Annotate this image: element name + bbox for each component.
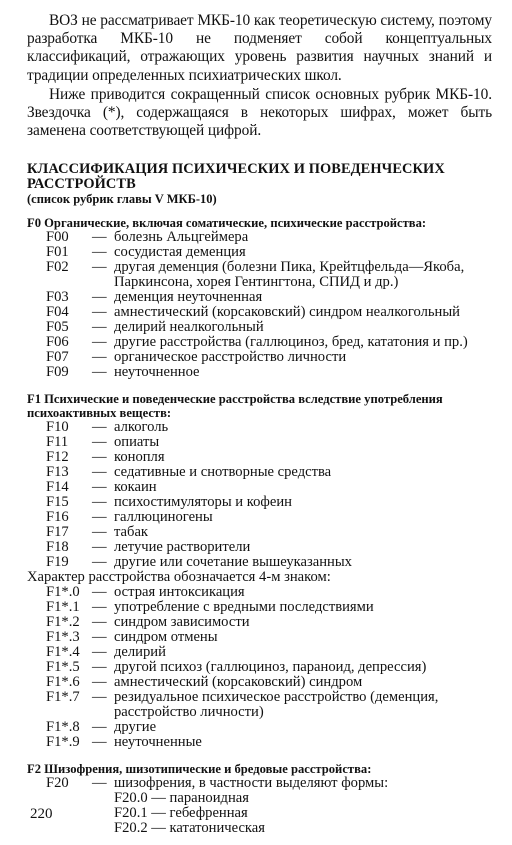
list-item (27, 245, 492, 260)
item-code: F09 (46, 364, 69, 381)
list-item (27, 230, 492, 245)
list-item (27, 735, 492, 750)
item-text: синдром отмены (114, 629, 218, 646)
list-item (27, 776, 492, 791)
list-item (27, 525, 492, 540)
item-code: F01 (46, 244, 69, 261)
item-code: F1*.4 (46, 644, 80, 661)
item-code: F17 (46, 524, 69, 541)
item-dash: — (92, 464, 107, 481)
item-code: F20 (46, 775, 69, 792)
item-text: органическое расстройство личности (114, 349, 347, 366)
item-text: амнестический (корсаковский) синдром неалкогольный (114, 304, 460, 321)
list-item (27, 645, 492, 660)
item-code: F10 (46, 419, 69, 436)
item-code: F13 (46, 464, 69, 481)
item-text: другой психоз (галлюциноз, параноид, депрессия) (114, 659, 427, 676)
item-dash: — (92, 674, 107, 691)
item-dash: — (92, 449, 107, 466)
item-dash: — (92, 775, 107, 792)
list-item (27, 305, 492, 320)
list-item (27, 435, 492, 450)
item-code: F1*.9 (46, 734, 80, 751)
item-dash: — (92, 524, 107, 541)
item-dash: — (92, 509, 107, 526)
item-text: летучие растворители (114, 539, 251, 556)
item-dash: — (92, 584, 107, 601)
section-list-f1-character (27, 585, 492, 750)
sub-list-item: F20.2 — кататоническая (114, 820, 265, 837)
item-code: F03 (46, 289, 69, 306)
list-item (27, 350, 492, 365)
item-text: другая деменция (болезни Пика, Крейтцфельда—Якоба, Паркинсона, хорея Гентингтона, СПИД и др.) (114, 259, 465, 291)
classification-subheading: (список рубрик главы V МКБ-10) (27, 192, 217, 207)
item-text: кокаин (114, 479, 157, 496)
classification-heading: КЛАССИФИКАЦИЯ ПСИХИЧЕСКИХ И ПОВЕДЕНЧЕСКИХ РАССТРОЙСТВ (27, 161, 445, 193)
list-item (27, 480, 492, 495)
list-item (27, 365, 492, 380)
item-text: алкоголь (114, 419, 169, 436)
item-code: F04 (46, 304, 69, 321)
item-text: неуточненное (114, 364, 200, 381)
item-dash: — (92, 539, 107, 556)
list-item (27, 495, 492, 510)
item-code: F1*.5 (46, 659, 80, 676)
intro-paragraph-1: ВОЗ не рассматривает МКБ-10 как теоретическую систему, поэтому разработка МКБ-10 не подменяет собой концептуальных классификаций, отражающих уровень развития научных знаний и традиции определенных психиатрических школ. (27, 12, 492, 84)
item-code: F00 (46, 229, 69, 246)
sub-list-item: F20.0 — параноидная (114, 790, 249, 807)
item-code: F1*.8 (46, 719, 80, 736)
item-dash: — (92, 434, 107, 451)
item-code: F1*.7 (46, 689, 80, 706)
page-number: 220 (30, 806, 53, 822)
list-item (27, 335, 492, 350)
item-code: F12 (46, 449, 69, 466)
item-text: делирий неалкогольный (114, 319, 264, 336)
item-dash: — (92, 289, 107, 306)
list-item (27, 720, 492, 735)
item-dash: — (92, 244, 107, 261)
item-text: конопля (114, 449, 165, 466)
item-text: болезнь Альцгеймера (114, 229, 249, 246)
section-list-f2 (27, 776, 492, 791)
list-item (27, 510, 492, 525)
item-dash: — (92, 364, 107, 381)
section-list-f1 (27, 420, 492, 570)
item-dash: — (92, 614, 107, 631)
list-item (27, 615, 492, 630)
item-text: сосудистая деменция (114, 244, 246, 261)
item-dash: — (92, 319, 107, 336)
item-dash: — (92, 494, 107, 511)
item-code: F1*.6 (46, 674, 80, 691)
character-note: Характер расстройства обозначается 4-м знаком: (27, 569, 331, 586)
item-dash: — (92, 304, 107, 321)
list-item (27, 675, 492, 690)
section-list-f0 (27, 230, 492, 380)
item-dash: — (92, 644, 107, 661)
item-dash: — (92, 479, 107, 496)
item-code: F16 (46, 509, 69, 526)
item-code: F06 (46, 334, 69, 351)
list-item (27, 555, 492, 570)
item-dash: — (92, 334, 107, 351)
item-text: делирий (114, 644, 166, 661)
item-dash: — (92, 554, 107, 571)
item-dash: — (92, 259, 107, 276)
list-item (27, 630, 492, 645)
item-code: F19 (46, 554, 69, 571)
item-dash: — (92, 719, 107, 736)
item-dash: — (92, 734, 107, 751)
list-item (27, 465, 492, 480)
list-item (27, 420, 492, 435)
list-item (27, 540, 492, 555)
item-code: F02 (46, 259, 69, 276)
item-text: галлюциногены (114, 509, 213, 526)
section-title-f2: F2 Шизофрения, шизотипические и бредовые расстройства: (27, 762, 372, 777)
item-text: психостимуляторы и кофеин (114, 494, 292, 511)
section-title-f0: F0 Органические, включая соматические, психические расстройства: (27, 216, 427, 231)
item-text: амнестический (корсаковский) синдром (114, 674, 363, 691)
item-text: острая интоксикация (114, 584, 245, 601)
item-text: другие расстройства (галлюциноз, бред, кататония и пр.) (114, 334, 468, 351)
item-text: табак (114, 524, 149, 541)
item-text: седативные и снотворные средства (114, 464, 332, 481)
item-code: F11 (46, 434, 69, 451)
item-code: F18 (46, 539, 69, 556)
item-text: употребление с вредными последствиями (114, 599, 374, 616)
sub-list-item: F20.1 — гебефренная (114, 805, 248, 822)
item-code: F1*.0 (46, 584, 80, 601)
item-code: F1*.2 (46, 614, 80, 631)
item-dash: — (92, 599, 107, 616)
list-item (27, 320, 492, 335)
item-text: резидуальное психическое расстройство (деменция, расстройство личности) (114, 689, 439, 721)
list-item (27, 260, 492, 290)
item-code: F15 (46, 494, 69, 511)
item-text: неуточненные (114, 734, 202, 751)
item-text: деменция неуточненная (114, 289, 263, 306)
item-dash: — (92, 349, 107, 366)
item-code: F1*.3 (46, 629, 80, 646)
list-item (27, 585, 492, 600)
item-text: шизофрения, в частности выделяют формы: (114, 775, 389, 792)
item-text: другие (114, 719, 157, 736)
section-sublist-f20 (27, 791, 492, 836)
list-item (27, 660, 492, 675)
item-code: F05 (46, 319, 69, 336)
list-item (27, 450, 492, 465)
item-code: F14 (46, 479, 69, 496)
item-code: F07 (46, 349, 69, 366)
item-dash: — (92, 229, 107, 246)
page-content (27, 12, 492, 836)
item-dash: — (92, 629, 107, 646)
item-text: синдром зависимости (114, 614, 250, 631)
section-title-f1: F1 Психические и поведенческие расстройства вследствие употребления психоактивных веществ: (27, 392, 443, 421)
intro-paragraph-2: Ниже приводится сокращенный список основных рубрик МКБ-10. Звездочка (*), содержащаяся в некоторых шифрах, может быть заменена соответствующей цифрой. (27, 85, 492, 140)
item-text: опиаты (114, 434, 160, 451)
list-item (27, 690, 492, 720)
list-item (27, 290, 492, 305)
item-dash: — (92, 659, 107, 676)
item-dash: — (92, 419, 107, 436)
item-text: другие или сочетание вышеуказанных (114, 554, 352, 571)
list-item (27, 600, 492, 615)
item-dash: — (92, 689, 107, 706)
item-code: F1*.1 (46, 599, 80, 616)
